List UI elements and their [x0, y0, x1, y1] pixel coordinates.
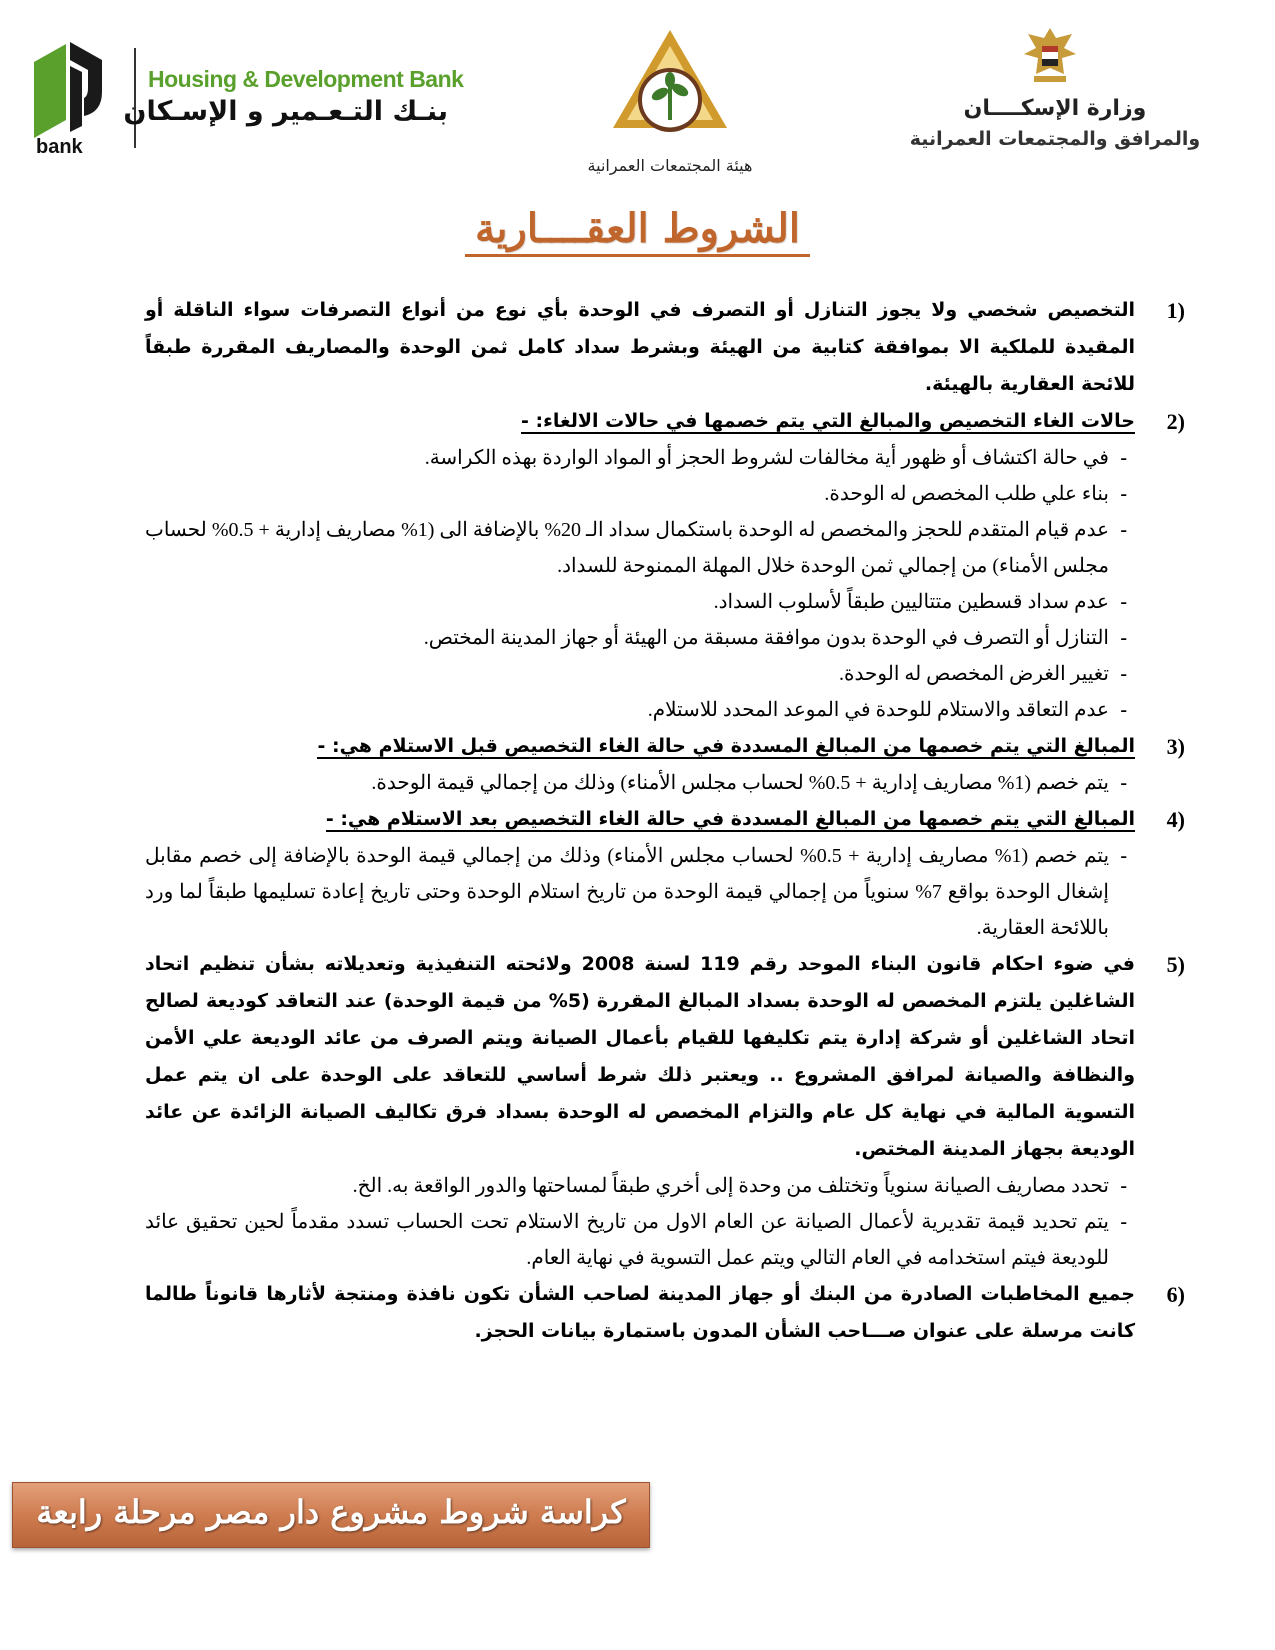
term-item-1: [145, 292, 1185, 403]
hdb-logo-icon: [26, 42, 116, 142]
bank-name-english: Housing & Development Bank: [148, 66, 464, 92]
term-bullets: [145, 1168, 1135, 1276]
bank-name-arabic: بنـك التـعـمير و الإسـكان: [123, 96, 448, 127]
footer-title: كراسة شروط مشروع دار مصر مرحلة رابعة: [36, 1493, 626, 1531]
authority-logo-block: [560, 28, 780, 188]
term-number: 4): [1166, 807, 1185, 832]
authority-caption: هيئة المجتمعات العمرانية: [587, 156, 753, 175]
term-item-2: [145, 403, 1185, 728]
term-number: 2): [1166, 409, 1185, 434]
bullet-item: - عدم سداد قسطين متتاليين طبقاً لأسلوب السداد.: [145, 584, 1127, 620]
term-heading: المبالغ التي يتم خصمها من المبالغ المسددة في حالة الغاء التخصيص بعد الاستلام هي: -: [325, 808, 1135, 830]
term-number: 5): [1166, 952, 1185, 977]
authority-emblem-icon: [605, 28, 735, 148]
term-bullets: [145, 838, 1135, 946]
bullet-item: - يتم خصم (1% مصاريف إدارية + 0.5% لحساب مجلس الأمناء) وذلك من إجمالي قيمة الوحدة.: [145, 765, 1127, 801]
footer-banner: [12, 1482, 650, 1548]
term-heading: حالات الغاء التخصيص والمبالغ التي يتم خصمها في حالات الالغاء: -: [521, 410, 1135, 432]
page-header: [0, 0, 1275, 200]
term-bullets: [145, 440, 1135, 728]
term-number: 6): [1166, 1282, 1185, 1307]
eagle-emblem-icon: [1020, 24, 1080, 86]
term-item-4: [145, 801, 1185, 946]
bank-logo-block: [26, 42, 464, 162]
terms-list: [145, 292, 1185, 1350]
bullet-item: - تغيير الغرض المخصص له الوحدة.: [145, 656, 1127, 692]
bullet-item: - عدم قيام المتقدم للحجز والمخصص له الوحدة باستكمال سداد الـ 20% بالإضافة الى (1% مصاريف إدارية + 0.5% لحساب مجلس الأمناء) من إجمالي ثمن الوحدة خلال المهلة الممنوحة للسداد.: [145, 512, 1127, 584]
term-heading: المبالغ التي يتم خصمها من المبالغ المسددة في حالة الغاء التخصيص قبل الاستلام هي: -: [317, 735, 1135, 757]
bullet-item: - بناء علي طلب المخصص له الوحدة.: [145, 476, 1127, 512]
term-item-3: [145, 728, 1185, 801]
bullet-item: - في حالة اكتشاف أو ظهور أية مخالفات لشروط الحجز أو المواد الواردة بهذه الكراسة.: [145, 440, 1127, 476]
bullet-item: - تحدد مصاريف الصيانة سنوياً وتختلف من وحدة إلى أخري طبقاً لمساحتها والدور الواقعة به. الخ.: [145, 1168, 1127, 1204]
ministry-block: [905, 24, 1205, 174]
bullet-item: - التنازل أو التصرف في الوحدة بدون موافقة مسبقة من الهيئة أو جهاز المدينة المختص.: [145, 620, 1127, 656]
term-text: جميع المخاطبات الصادرة من البنك أو جهاز المدينة لصاحب الشأن تكون نافذة ومنتجة لأثارها قانوناً طالما كانت مرسلة على عنوان صـــاحب الشأن المدون باستمارة بيانات الحجز.: [145, 1283, 1135, 1342]
bullet-item: - يتم خصم (1% مصاريف إدارية + 0.5% لحساب مجلس الأمناء) وذلك من إجمالي قيمة الوحدة بالإضافة إلى خصم مقابل إشغال الوحدة بواقع 7% سنوياً من إجمالي قيمة الوحدة من تاريخ استلام الوحدة وحتى تاريخ إعادة تسليمها طبقاً لما ورد باللائحة العقارية.: [145, 838, 1127, 946]
ministry-name: وزارة الإسكــــان: [963, 96, 1147, 121]
term-text: في ضوء احكام قانون البناء الموحد رقم 119 لسنة 2008 ولائحته التنفيذية وتعديلاته بشأن تنظيم اتحاد الشاغلين يلتزم المخصص له الوحدة بسداد المبالغ المقررة (5% من قيمة الوحدة) عند التعاقد كوديعة لصالح اتحاد الشاغلين أو شركة إدارة يتم تكليفها للقيام بأعمال الصيانة ويتم الصرف من عائد الوديعة علي الأمن والنظافة والصيانة لمرافق المشروع .. ويعتبر ذلك شرط أساسي للتعاقد على الوحدة على ان يتم عمل التسوية المالية في نهاية كل عام والتزام المخصص له الوحدة بسداد فرق تكاليف الصيانة الزائدة عن عائد الوديعة بجهاز المدينة المختص.: [145, 953, 1135, 1160]
page-title: [0, 205, 1275, 252]
term-item-5: [145, 946, 1185, 1276]
term-item-6: [145, 1276, 1185, 1350]
page-title-text: الشروط العقــــارية: [465, 205, 810, 257]
term-number: 1): [1166, 298, 1185, 323]
term-text: التخصيص شخصي ولا يجوز التنازل أو التصرف في الوحدة بأي نوع من أنواع التصرفات سواء الناقلة أو المقيدة للملكية الا بموافقة كتابية من الهيئة وبشرط سداد كامل ثمن الوحدة والمصاريف المقررة طبقاً للائحة العقارية بالهيئة.: [145, 299, 1135, 395]
term-number: 3): [1166, 734, 1185, 759]
bullet-item: - يتم تحديد قيمة تقديرية لأعمال الصيانة عن العام الاول من تاريخ الاستلام تحت الحساب تسدد مقدماً لحين تحقيق عائد للوديعة فيتم استخدامه في العام التالي ويتم عمل التسوية في نهاية العام.: [145, 1204, 1127, 1276]
ministry-subtitle: والمرافق والمجتمعات العمرانية: [909, 128, 1201, 150]
term-bullets: [145, 765, 1135, 801]
bullet-item: - عدم التعاقد والاستلام للوحدة في الموعد المحدد للاستلام.: [145, 692, 1127, 728]
bank-word: bank: [36, 136, 83, 158]
